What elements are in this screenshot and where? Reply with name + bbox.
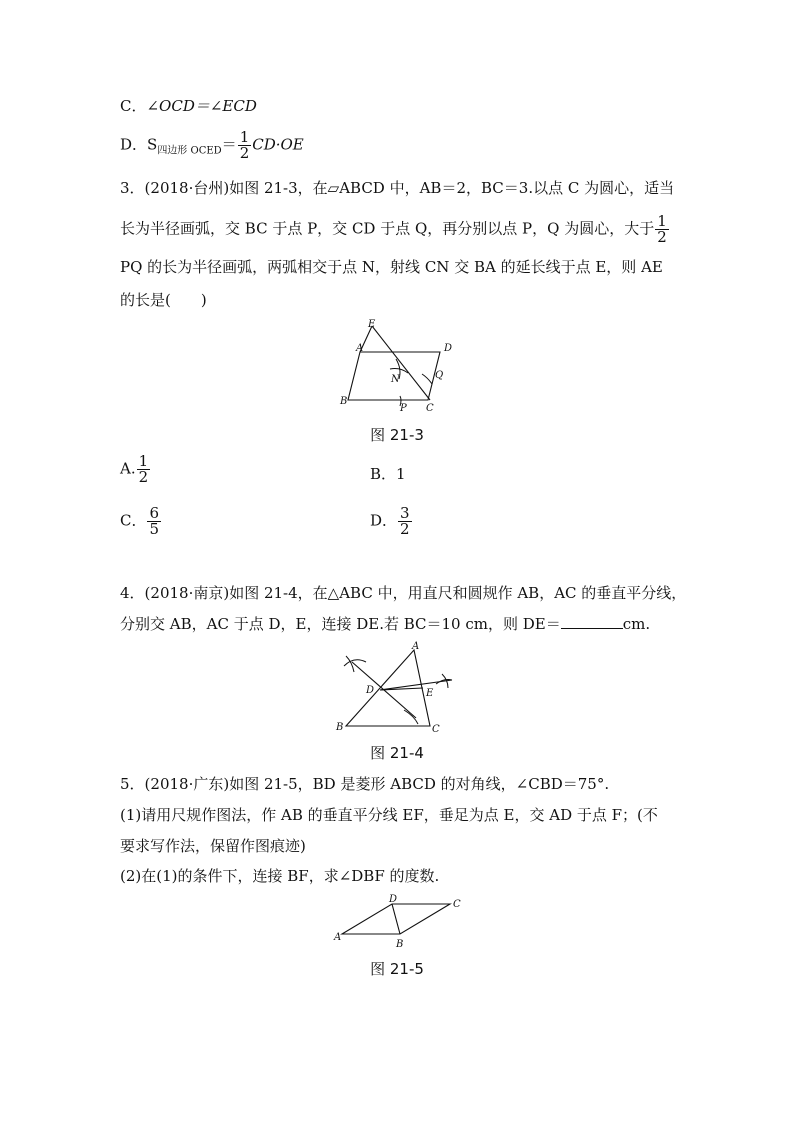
label-Q: Q bbox=[435, 370, 444, 381]
label-A: A bbox=[412, 641, 420, 652]
q3-option-d bbox=[370, 506, 413, 537]
option-label: C． bbox=[120, 97, 147, 115]
fraction bbox=[655, 214, 669, 245]
figure-21-4 bbox=[332, 640, 462, 735]
equals-sign: ＝ bbox=[221, 135, 237, 154]
answer-blank[interactable] bbox=[561, 614, 623, 629]
numerator: 1 bbox=[138, 452, 149, 470]
q5-line-3: 要求写作法，保留作图痕迹) bbox=[120, 837, 306, 855]
option-label: C． bbox=[120, 511, 147, 530]
label-C: C bbox=[426, 403, 434, 414]
label-B: B bbox=[340, 396, 348, 407]
denominator: 2 bbox=[657, 228, 667, 246]
label-P: P bbox=[400, 403, 407, 414]
label-D: D bbox=[366, 685, 375, 696]
numerator: 1 bbox=[657, 212, 667, 230]
label-A: A bbox=[356, 343, 364, 354]
fraction bbox=[398, 506, 412, 537]
unit-text: cm. bbox=[622, 615, 651, 633]
q3-line-2-text: 长为半径画弧，交 BC 于点 P，交 CD 于点 Q，再分别以点 P，Q 为圆心，大于 bbox=[120, 219, 655, 238]
figure-21-3 bbox=[330, 314, 460, 419]
q3-option-b: B．1 bbox=[370, 465, 406, 483]
q3-option-a bbox=[120, 454, 151, 485]
figure-caption-21-5: 图 21-5 bbox=[370, 960, 424, 978]
numerator: 6 bbox=[149, 504, 160, 522]
label-E: E bbox=[368, 319, 376, 330]
q3-line-3: PQ 的长为半径画弧，两弧相交于点 N，射线 CN 交 BA 的延长线于点 E，则 AE bbox=[120, 258, 663, 276]
fraction bbox=[147, 506, 161, 537]
denominator: 2 bbox=[138, 468, 149, 486]
q5-line-4: (2)在(1)的条件下，连接 BF，求∠DBF 的度数. bbox=[120, 867, 440, 885]
label-C: C bbox=[453, 899, 461, 910]
q3-line-4: 的长是( ) bbox=[120, 291, 207, 309]
option-label: D．S bbox=[120, 135, 158, 154]
subscript: 四边形 OCED bbox=[157, 145, 222, 157]
label-D: D bbox=[444, 343, 453, 354]
q4-line-2-text: 分别交 AB，AC 于点 D，E，连接 DE.若 BC＝10 cm，则 DE＝ bbox=[120, 615, 561, 633]
option-text: ∠OCD＝∠ECD bbox=[146, 97, 257, 115]
label-B: B bbox=[396, 939, 404, 950]
fraction bbox=[238, 130, 252, 161]
figure-21-5 bbox=[330, 894, 470, 952]
option-c-previous bbox=[120, 96, 257, 116]
label-B: B bbox=[336, 722, 344, 733]
denominator: 2 bbox=[400, 520, 410, 538]
label-A: A bbox=[334, 932, 342, 943]
option-label: D． bbox=[370, 511, 398, 530]
numerator: 3 bbox=[400, 504, 410, 522]
q4-line-1: 4．(2018·南京)如图 21-4，在△ABC 中，用直尺和圆规作 AB，AC 的垂直平分线， bbox=[120, 584, 687, 602]
option-d-previous bbox=[120, 130, 304, 162]
label-D: D bbox=[389, 894, 398, 905]
label-N: N bbox=[391, 374, 400, 385]
numerator: 1 bbox=[239, 128, 250, 146]
option-label: A. bbox=[120, 459, 136, 478]
denominator: 5 bbox=[149, 520, 160, 538]
q3-line-1: 3．(2018·台州)如图 21-3，在▱ABCD 中，AB＝2，BC＝3.以点 C 为圆心，适当 bbox=[120, 179, 675, 197]
label-E: E bbox=[426, 688, 434, 699]
q3-line-2 bbox=[120, 214, 670, 245]
q5-line-2: (1)请用尺规作图法，作 AB 的垂直平分线 EF，垂足为点 E，交 AD 于点 F；(不 bbox=[120, 806, 658, 824]
label-C: C bbox=[432, 724, 440, 735]
q3-option-c bbox=[120, 506, 162, 537]
fraction bbox=[137, 454, 151, 485]
figure-caption-21-3: 图 21-3 bbox=[370, 426, 424, 444]
option-text: CD·OE bbox=[252, 135, 304, 154]
q5-line-1: 5．(2018·广东)如图 21-5，BD 是菱形 ABCD 的对角线，∠CBD＝75°. bbox=[120, 775, 610, 793]
denominator: 2 bbox=[239, 144, 250, 162]
q4-line-2 bbox=[120, 614, 650, 634]
figure-caption-21-4: 图 21-4 bbox=[370, 744, 424, 762]
